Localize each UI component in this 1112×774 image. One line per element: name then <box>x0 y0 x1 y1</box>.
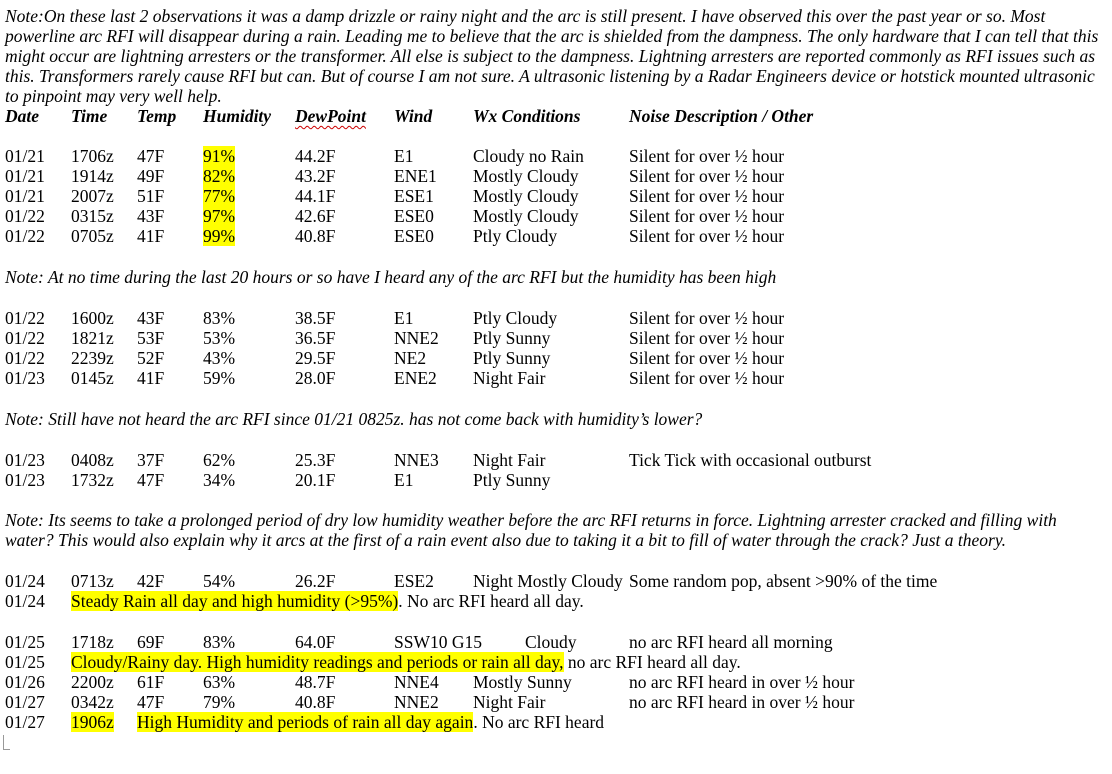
intro-line: this. Transformers rarely cause RFI but can. But of course I am not sure. A ultrasonic listening by a Radar Engineers device or hotstick mounted ultrasonic <box>5 66 1095 86</box>
cell-dewpoint: 20.1F <box>295 470 336 490</box>
cell-date: 01/22 <box>5 328 45 348</box>
cell-noise: no arc RFI heard in over ½ hour <box>629 672 855 692</box>
header-wind: Wind <box>394 106 433 126</box>
cell-wx: Ptly Cloudy <box>473 226 558 246</box>
cell-wx: Ptly Sunny <box>473 328 551 348</box>
cell-noise: no arc RFI heard all morning <box>629 632 833 652</box>
cell-humidity: 91% <box>203 146 236 166</box>
cell-date: 01/22 <box>5 206 45 226</box>
cell-time: 2200z <box>71 672 114 692</box>
row-note <box>137 712 604 732</box>
cell-dewpoint: 43.2F <box>295 166 336 186</box>
cell-time: 0315z <box>71 206 114 226</box>
cell-date: 01/27 <box>5 692 45 712</box>
cell-date: 01/22 <box>5 348 45 368</box>
cell-wind: SSW10 G15 <box>394 632 482 652</box>
cell-temp: 52F <box>137 348 165 368</box>
header-dewpoint: DewPoint <box>295 106 366 126</box>
cell-humidity: 34% <box>203 470 236 490</box>
cell-wx: Mostly Cloudy <box>473 206 579 226</box>
cell-wx: Night Fair <box>473 692 546 712</box>
cell-wx: Ptly Cloudy <box>473 308 558 328</box>
cell-wx: Cloudy no Rain <box>473 146 584 166</box>
intro-line: to pinpoint may very well help. <box>5 86 222 106</box>
note-line: Note: Still have not heard the arc RFI since 01/21 0825z. has not come back with humidity’s lower? <box>5 409 703 429</box>
highlighted-text: Cloudy/Rainy day. High humidity readings and periods or rain all day, <box>71 652 564 672</box>
cell-date: 01/24 <box>5 571 45 591</box>
cell-temp: 51F <box>137 186 165 206</box>
cell-time: 2007z <box>71 186 114 206</box>
cell-wx: Night Fair <box>473 450 546 470</box>
cell-noise: Silent for over ½ hour <box>629 308 785 328</box>
cell-wind: NNE2 <box>394 328 439 348</box>
cell-dewpoint: 28.0F <box>295 368 336 388</box>
cell-date: 01/25 <box>5 632 45 652</box>
cell-date: 01/22 <box>5 308 45 328</box>
cell-dewpoint: 44.2F <box>295 146 336 166</box>
cell-humidity: 54% <box>203 571 236 591</box>
cell-dewpoint: 40.8F <box>295 226 336 246</box>
header-temp: Temp <box>137 106 177 126</box>
cell-noise: Silent for over ½ hour <box>629 226 785 246</box>
cell-humidity: 83% <box>203 308 236 328</box>
cell-wind: E1 <box>394 146 414 166</box>
cell-noise: Silent for over ½ hour <box>629 166 785 186</box>
cell-humidity: 53% <box>203 328 236 348</box>
cell-date: 01/23 <box>5 470 45 490</box>
header-noise: Noise Description / Other <box>629 106 814 126</box>
header-wx: Wx Conditions <box>473 106 581 126</box>
cell-wx: Night Mostly Cloudy <box>473 571 623 591</box>
cell-wx: Ptly Sunny <box>473 470 551 490</box>
header-date: Date <box>5 106 40 126</box>
highlighted-text: Steady Rain all day and high humidity (>95%) <box>71 591 399 611</box>
cell-humidity: 43% <box>203 348 236 368</box>
cell-temp: 42F <box>137 571 165 591</box>
cell-temp: 47F <box>137 692 165 712</box>
cell-date: 01/26 <box>5 672 45 692</box>
cell-noise: Silent for over ½ hour <box>629 368 785 388</box>
cell-wind: ESE0 <box>394 226 434 246</box>
intro-line: might occur are lightning arresters or the transformer. All else is subject to the dampness. Lightning arresters are reported commonly as RFI issues such as <box>5 46 1096 66</box>
cell-wind: ENE2 <box>394 368 437 388</box>
cell-noise: Silent for over ½ hour <box>629 206 785 226</box>
cell-dewpoint: 48.7F <box>295 672 336 692</box>
header-humidity: Humidity <box>203 106 272 126</box>
cell-wind: NNE2 <box>394 692 439 712</box>
cell-dewpoint: 64.0F <box>295 632 336 652</box>
row-note-rest: no arc RFI heard all day. <box>563 652 741 672</box>
cell-humidity: 97% <box>203 206 236 226</box>
cell-time: 1732z <box>71 470 114 490</box>
cell-date: 01/23 <box>5 450 45 470</box>
highlighted-text: High Humidity and periods of rain all day again <box>137 712 474 732</box>
row-note <box>71 652 741 672</box>
cell-humidity: 62% <box>203 450 236 470</box>
cell-temp: 69F <box>137 632 165 652</box>
cell-date: 01/27 <box>5 712 45 732</box>
cell-noise: Some random pop, absent >90% of the time <box>629 571 938 591</box>
row-note <box>71 591 584 611</box>
cell-temp: 53F <box>137 328 165 348</box>
cell-noise: Silent for over ½ hour <box>629 328 785 348</box>
cell-time: 0408z <box>71 450 114 470</box>
cell-time: 0342z <box>71 692 114 712</box>
header-time: Time <box>71 106 108 126</box>
cell-dewpoint: 29.5F <box>295 348 336 368</box>
cell-wx: Mostly Sunny <box>473 672 572 692</box>
cell-date: 01/23 <box>5 368 45 388</box>
cell-humidity: 99% <box>203 226 236 246</box>
cell-dewpoint: 44.1F <box>295 186 336 206</box>
cell-wind: NE2 <box>394 348 427 368</box>
cell-date: 01/21 <box>5 146 45 166</box>
cell-temp: 41F <box>137 368 165 388</box>
intro-line: Note:On these last 2 observations it was a damp drizzle or rainy night and the arc is still present. I have observed this over the past year or so. Most <box>5 6 1046 26</box>
cell-wx: Mostly Cloudy <box>473 186 579 206</box>
cell-temp: 43F <box>137 206 165 226</box>
cell-noise: Silent for over ½ hour <box>629 348 785 368</box>
text-cursor-mark <box>3 735 10 750</box>
cell-time: 1906z <box>71 712 114 732</box>
cell-dewpoint: 25.3F <box>295 450 336 470</box>
cell-noise: Tick Tick with occasional outburst <box>629 450 872 470</box>
cell-wind: ENE1 <box>394 166 437 186</box>
cell-wx: Mostly Cloudy <box>473 166 579 186</box>
cell-temp: 47F <box>137 470 165 490</box>
cell-noise: Silent for over ½ hour <box>629 146 785 166</box>
cell-noise: Silent for over ½ hour <box>629 186 785 206</box>
cell-dewpoint: 40.8F <box>295 692 336 712</box>
note-line: Note: At no time during the last 20 hours or so have I heard any of the arc RFI but the humidity has been high <box>5 267 777 287</box>
cell-dewpoint: 42.6F <box>295 206 336 226</box>
cell-wind: E1 <box>394 470 414 490</box>
cell-temp: 41F <box>137 226 165 246</box>
cell-dewpoint: 26.2F <box>295 571 336 591</box>
cell-wind: NNE4 <box>394 672 439 692</box>
cell-date: 01/21 <box>5 166 45 186</box>
cell-date: 01/21 <box>5 186 45 206</box>
cell-date: 01/22 <box>5 226 45 246</box>
cell-wind: NNE3 <box>394 450 439 470</box>
cell-wx: Night Fair <box>473 368 546 388</box>
cell-time: 1821z <box>71 328 114 348</box>
cell-humidity: 83% <box>203 632 236 652</box>
cell-time: 0705z <box>71 226 114 246</box>
cell-time: 0145z <box>71 368 114 388</box>
cell-dewpoint: 36.5F <box>295 328 336 348</box>
cell-time: 2239z <box>71 348 114 368</box>
row-note-rest: . No arc RFI heard all day. <box>398 591 584 611</box>
cell-humidity: 63% <box>203 672 236 692</box>
cell-wx: Cloudy <box>525 632 577 652</box>
cell-temp: 61F <box>137 672 165 692</box>
cell-temp: 37F <box>137 450 165 470</box>
cell-temp: 49F <box>137 166 165 186</box>
cell-date: 01/24 <box>5 591 45 611</box>
cell-humidity: 59% <box>203 368 236 388</box>
cell-wx: Ptly Sunny <box>473 348 551 368</box>
cell-humidity: 82% <box>203 166 236 186</box>
row-note-rest: . No arc RFI heard <box>473 712 605 732</box>
cell-time: 1706z <box>71 146 114 166</box>
cell-temp: 43F <box>137 308 165 328</box>
cell-time: 0713z <box>71 571 114 591</box>
cell-time: 1600z <box>71 308 114 328</box>
note-line: Note: Its seems to take a prolonged period of dry low humidity weather before the arc RFI returns in force. Lightning arrester cracked and filling with <box>5 510 1057 530</box>
cell-wind: ESE0 <box>394 206 434 226</box>
cell-wind: ESE1 <box>394 186 434 206</box>
cell-time: 1914z <box>71 166 114 186</box>
cell-wind: E1 <box>394 308 414 328</box>
cell-humidity: 79% <box>203 692 236 712</box>
cell-humidity: 77% <box>203 186 236 206</box>
cell-noise: no arc RFI heard in over ½ hour <box>629 692 855 712</box>
intro-line: powerline arc RFI will disappear during a rain. Leading me to believe that the arc is shielded from the dampness. The only hardware that I can tell that this <box>5 26 1099 46</box>
cell-date: 01/25 <box>5 652 45 672</box>
cell-temp: 47F <box>137 146 165 166</box>
note-line: water? This would also explain why it arcs at the first of a rain event also due to taking it a bit to fill of water through the crack? Just a theory. <box>5 530 1007 550</box>
cell-wind: ESE2 <box>394 571 434 591</box>
cell-time: 1718z <box>71 632 114 652</box>
cell-dewpoint: 38.5F <box>295 308 336 328</box>
